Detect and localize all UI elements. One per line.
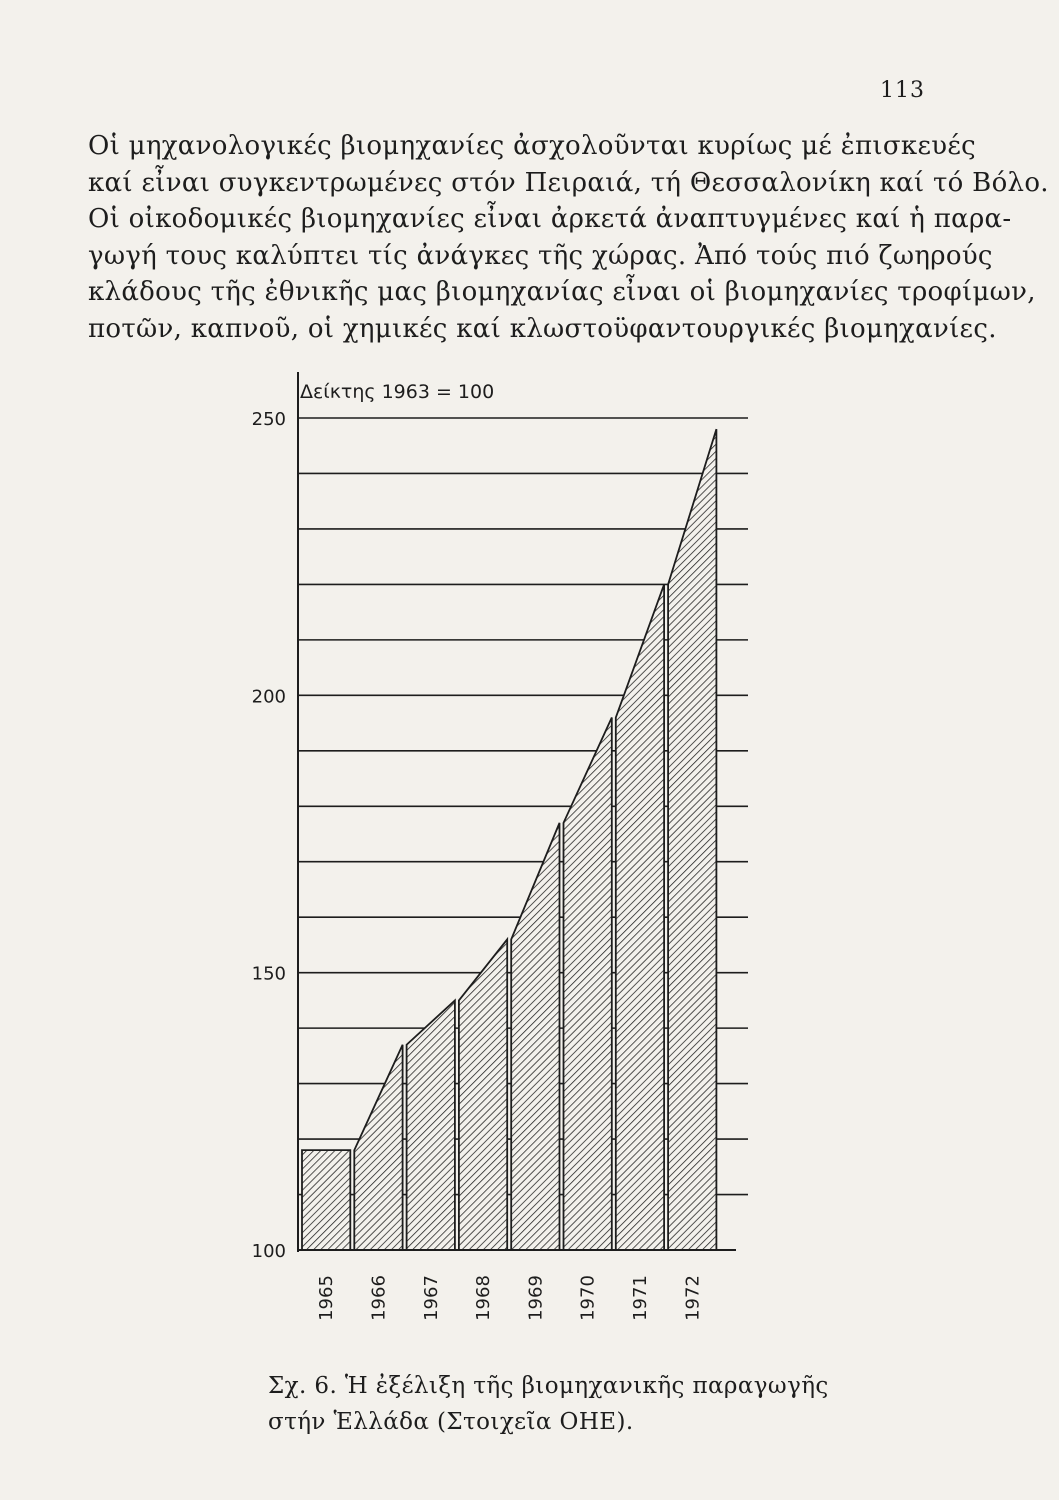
x-tick-label: 1967 [420, 1275, 442, 1321]
paragraph-line: Οἱ οἰκοδομικές βιομηχανίες εἶναι ἀρκετά ἀναπτυγμένες καί ἡ παρα- [88, 204, 1012, 235]
y-tick-label: 200 [251, 686, 286, 708]
x-tick-labels [316, 1275, 703, 1321]
y-tick-label: 100 [251, 1241, 286, 1262]
caption-line-2: στήν Ἑλλάδα (Στοιχεῖα ΟΗΕ). [268, 1409, 634, 1435]
chart-title: Δείκτης 1963 = 100 [300, 381, 495, 403]
bars [302, 429, 716, 1250]
paragraph-line: κλάδους τῆς ἐθνικῆς μας βιομηχανίας εἶναι οἱ βιομηχανίες τροφίμων, [88, 277, 1036, 308]
paragraph-line: Οἱ μηχανολογικές βιομηχανίες ἀσχολοῦνται κυρίως μέ ἐπισκευές [88, 131, 976, 161]
paragraph-line: γωγή τους καλύπτει τίς ἀνάγκες τῆς χώρας. Ἀπό τούς πιό ζωηρούς [88, 240, 993, 271]
x-tick-label: 1972 [682, 1275, 704, 1321]
x-tick-label: 1970 [577, 1275, 599, 1321]
bar-1965 [302, 1150, 350, 1250]
y-tick-label: 250 [251, 409, 286, 430]
bar-1966 [354, 1045, 402, 1250]
y-tick-label: 150 [251, 963, 286, 985]
caption-line-1: Σχ. 6. Ἡ ἐξέλιξη τῆς βιομηχανικῆς παραγωγῆς [268, 1373, 829, 1399]
x-tick-label: 1966 [368, 1275, 390, 1321]
bar-1968 [459, 939, 507, 1250]
x-tick-label: 1968 [473, 1275, 495, 1321]
x-tick-label: 1969 [525, 1275, 547, 1321]
x-tick-label: 1965 [316, 1275, 338, 1321]
bar-1969 [511, 823, 559, 1250]
paragraph-line: ποτῶν, καπνοῦ, οἱ χημικές καί κλωστοϋφαντουργικές βιομηχανίες. [88, 313, 997, 344]
bar-1970 [564, 718, 612, 1250]
x-tick-label: 1971 [629, 1275, 651, 1321]
bar-1971 [616, 584, 664, 1250]
bar-1972 [668, 429, 716, 1250]
page-number: 113 [880, 78, 925, 103]
bar-1967 [407, 1000, 455, 1250]
y-tick-labels [252, 409, 286, 1262]
figure-caption [268, 1368, 829, 1440]
paragraph-line: καί εἶναι συγκεντρωμένες στόν Πειραιά, τή Θεσσαλονίκη καί τό Βόλο. [88, 167, 1049, 198]
